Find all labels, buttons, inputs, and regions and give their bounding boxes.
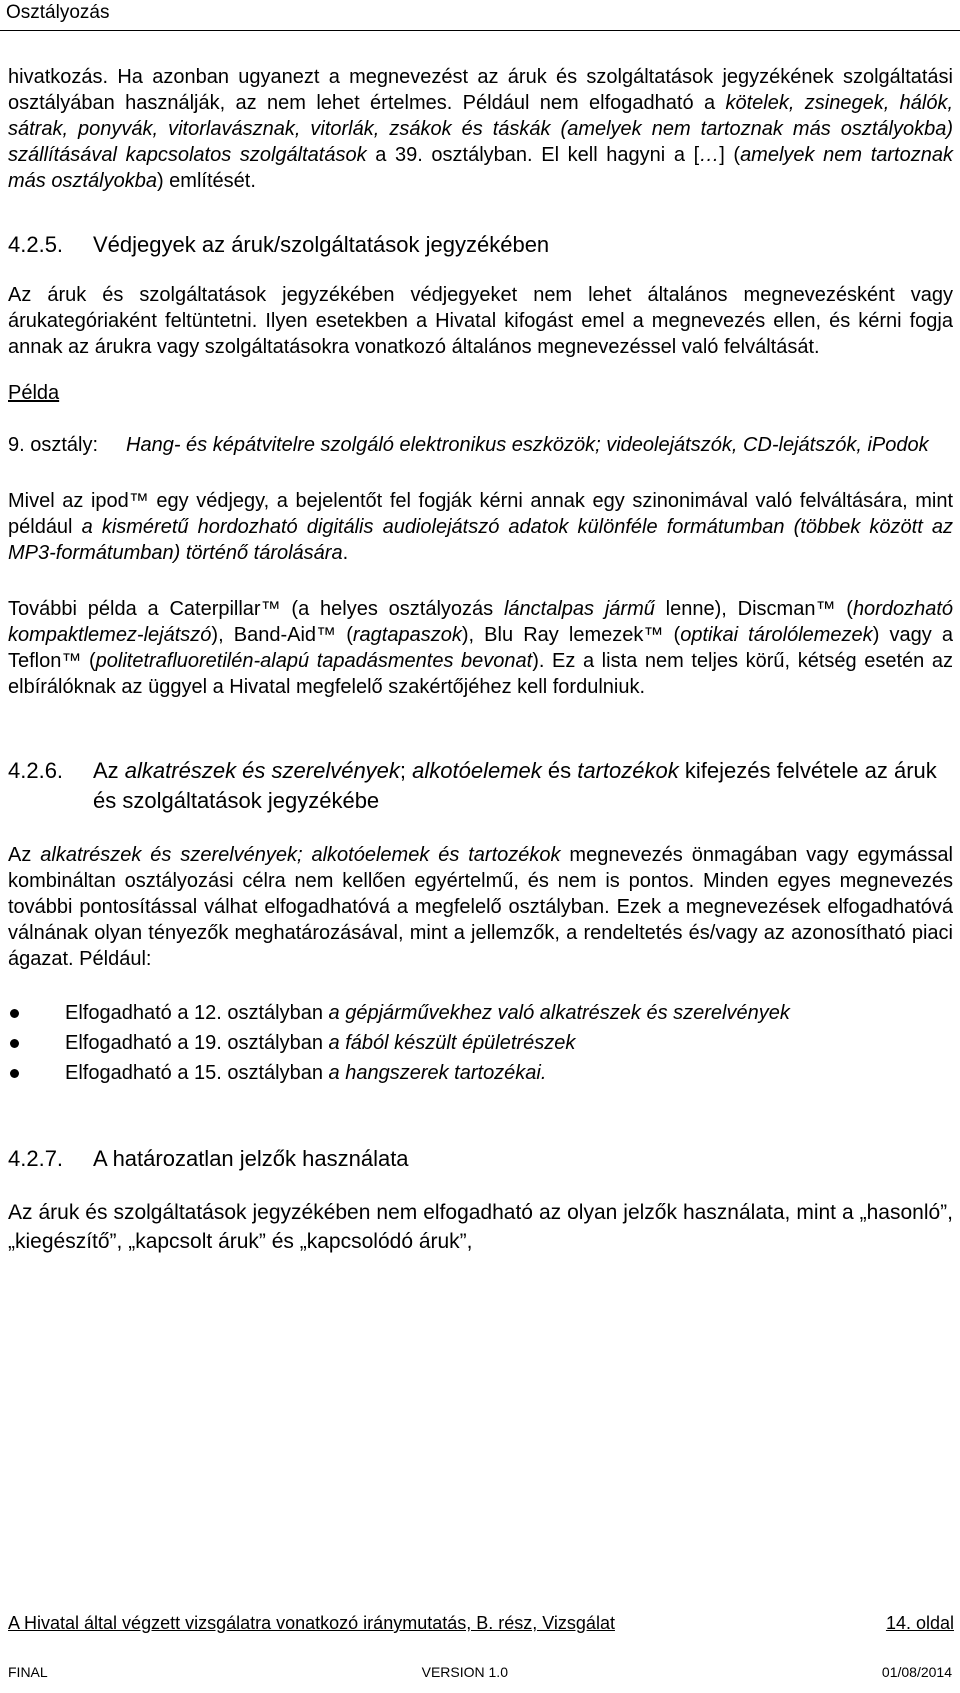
- text-run-italic: lánctalpas jármű: [503, 598, 655, 620]
- text-run: Elfogadható a 19. osztályban: [65, 1032, 329, 1054]
- section-number: 4.2.7.: [8, 1146, 64, 1171]
- section-paragraph: Az áruk és szolgáltatások jegyzékében védjegyeket nem lehet általános megnevezésként vagy árukategóriaként feltüntetni. Ilyen esetekben a Hivatal kifogást emel a megnevezés ellen, és kérni fogja annak az árukra vagy szolgáltatásokra vonatkozó általános megnevezéssel való felváltását.: [8, 284, 953, 358]
- text-run-italic: a gépjárművekhez való alkatrészek és szerelvények: [328, 1002, 790, 1024]
- example-class: 9. osztály:: [8, 434, 99, 456]
- continuation-paragraph: [8, 64, 953, 194]
- list-item-text: [65, 1030, 953, 1056]
- document-body: [8, 64, 953, 1256]
- text-run-italic: alkatrészek és szerelvények; alkotóelemek és tartozékok: [40, 844, 561, 866]
- text-run: lenne), Discman™ (: [654, 598, 853, 620]
- text-run-italic: kötelek, zsinegek, hálók, sátrak, ponyvák, vitorlavásznak, vitorlák, zsákok és táskák (amelyek nem tartoznak más osztályokba) szállításával kapcsolatos szolgáltatások: [8, 92, 954, 166]
- text-run: megnevezés önmagában vagy egymással kombináltan osztályozási célra nem kellően egyértelmű, és nem is pontos. Minden egyes megnevezés további pontosítással válhat elfogadhatóvá a megfelelő osztályban. Ezek a megnevezések elfogadhatóvá válnának olyan tényezők meghatározásával, mint a jellemzők, a rendeltetés és/vagy az azonosítható piaci ágazat. Például:: [8, 844, 953, 970]
- bullet-icon: [8, 1060, 65, 1086]
- text-run: ), Blu Ray lemezek™ (: [461, 624, 681, 646]
- section-number: 4.2.5.: [8, 232, 64, 257]
- text-run: ] (: [719, 144, 741, 166]
- example-label: Példa: [8, 382, 60, 404]
- section-title: Védjegyek az áruk/szolgáltatások jegyzékében: [93, 232, 550, 257]
- title-run-italic: tartozékok: [577, 758, 679, 783]
- date-label: 01/08/2014: [881, 1664, 952, 1680]
- text-run: ) vagy a Teflon™ (: [8, 624, 953, 672]
- text-run: ) említését.: [156, 170, 256, 192]
- text-run-italic: hordozható kompaktlemez-lejátszó: [8, 598, 954, 646]
- list-item-text: [65, 1000, 953, 1026]
- footer-title: A Hivatal által végzett vizsgálatra vonatkozó iránymutatás, B. rész, Vizsgálat: [8, 1613, 615, 1633]
- title-run: Az: [93, 758, 125, 783]
- text-run-italic: optikai tárolólemezek: [680, 624, 873, 646]
- list-item: [8, 1000, 953, 1026]
- text-run: .: [342, 542, 349, 564]
- bullet-list: [8, 1000, 953, 1086]
- text-run: ), Band-Aid™ (: [211, 624, 353, 646]
- further-examples-paragraph: [8, 596, 953, 700]
- list-item-text: [65, 1060, 953, 1086]
- section-number: 4.2.6.: [8, 758, 64, 783]
- text-run: További példa a Caterpillar™ (a helyes osztályozás: [8, 598, 504, 620]
- text-run: Mivel az ipod™ egy védjegy, a bejelentőt fel fogják kérni annak egy szinonimával való felváltására, mint például: [8, 490, 953, 538]
- text-run-italic: …: [699, 144, 720, 166]
- example-entry: [8, 432, 953, 458]
- section-heading-4-2-5: [8, 230, 953, 260]
- text-run-italic: a kisméretű hordozható digitális audiolejátszó adatok különféle formátumban (többek között az MP3-formátumban) történő tárolására: [8, 516, 953, 564]
- document-status-bar: [8, 1663, 952, 1681]
- section-heading-4-2-6: [8, 756, 953, 816]
- text-run-italic: ragtapaszok: [352, 624, 462, 646]
- section-heading-4-2-7: [8, 1144, 953, 1174]
- title-run: kifejezés felvétele az áruk és szolgáltatások jegyzékébe: [93, 758, 937, 813]
- text-run: hivatkozás. Ha azonban ugyanezt a megnevezést az áruk és szolgáltatások jegyzékének szolgáltatási osztályában használják, az nem lehet értelmes. Például nem elfogadható a: [8, 66, 953, 114]
- text-run-italic: politetrafluoretilén-alapú tapadásmentes bevonat: [95, 650, 533, 672]
- text-run: Elfogadható a 15. osztályban: [65, 1062, 329, 1084]
- section-title: [93, 756, 953, 816]
- page-number: 14. oldal: [885, 1613, 954, 1633]
- section-paragraph: [8, 842, 953, 972]
- title-run-italic: alkotóelemek: [412, 758, 542, 783]
- text-run: Az: [8, 844, 41, 866]
- title-run: ;: [399, 758, 413, 783]
- text-run: ). Ez a lista nem teljes körű, kétség esetén az elbírálóknak az üggyel a Hivatal megfelelő szakértőjéhez kell fordulniuk.: [8, 650, 953, 698]
- list-item: [8, 1060, 953, 1086]
- text-run: a 39. osztályban. El kell hagyni a [: [366, 144, 700, 166]
- version-label: VERSION 1.0: [421, 1664, 508, 1680]
- bullet-icon: [8, 1000, 65, 1026]
- text-run-italic: amelyek nem tartoznak más osztályokba: [8, 144, 953, 192]
- title-run: és: [541, 758, 578, 783]
- text-run-italic: a hangszerek tartozékai.: [328, 1062, 547, 1084]
- title-run-italic: alkatrészek és szerelvények: [124, 758, 400, 783]
- section-title: A határozatlan jelzők használata: [93, 1146, 409, 1171]
- bullet-icon: [8, 1030, 65, 1056]
- header-title: Osztályozás: [6, 2, 110, 23]
- text-run: Elfogadható a 12. osztályban: [65, 1002, 329, 1024]
- section-paragraph: Az áruk és szolgáltatások jegyzékében nem elfogadható az olyan jelzők használata, mint a „hasonló”, „kiegészítő”, „kapcsolt áruk” és „kapcsolódó áruk”,: [8, 1201, 953, 1253]
- page-header: [0, 0, 960, 31]
- page-footer: [8, 1612, 954, 1634]
- status-label: FINAL: [8, 1664, 48, 1680]
- example-description: Hang- és képátvitelre szolgáló elektronikus eszközök; videolejátszók, CD-lejátszók, iPodok: [126, 434, 929, 456]
- text-run-italic: a fából készült épületrészek: [328, 1032, 576, 1054]
- ipod-paragraph: [8, 488, 953, 566]
- list-item: [8, 1030, 953, 1056]
